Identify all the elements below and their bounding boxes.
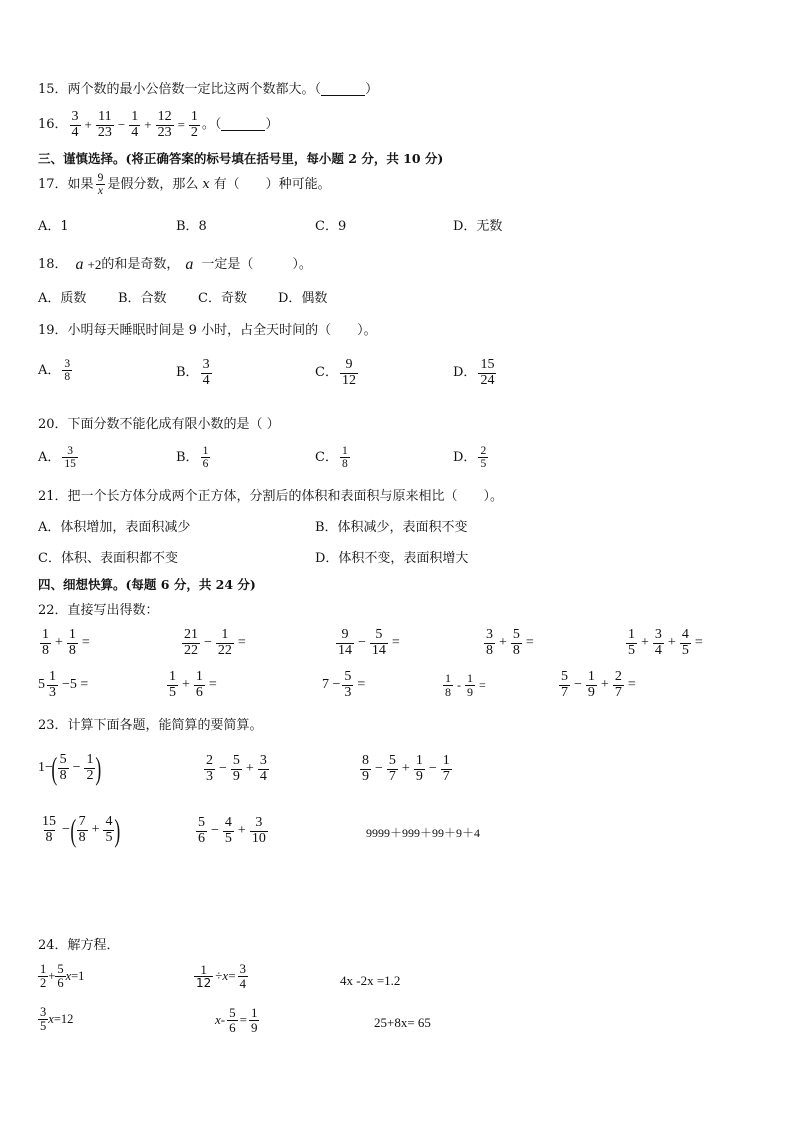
q17-option-d[interactable]: D．无数 [453, 219, 503, 234]
q18-option-b[interactable]: B．合数 [118, 291, 167, 306]
q22-expr-4: $\frac{3}{8}$ + $\frac{5}{8}$ = [486, 627, 534, 658]
q21-option-a[interactable]: A．体积增加，表面积减少 [38, 520, 191, 535]
q24-eq-5: x - $\frac{5}{6}$ = $\frac{1}{9}$ [215, 1005, 258, 1035]
fraction: $\frac{1}{2}$ [190, 109, 198, 140]
q23-expr-4: $\frac{15}{8}$ − ( $\frac{7}{8}$ + $\frac{4}{5}$ ) [42, 812, 121, 848]
q21-option-c[interactable]: C．体积、表面积都不变 [38, 551, 178, 566]
q22-expr-10: $\frac{5}{7}$ − $\frac{1}{9}$ + $\frac{2}{7}$ = [561, 669, 636, 700]
q17-option-a[interactable]: A．1 [38, 219, 69, 234]
q22-expr-7: $\frac{1}{5}$ + $\frac{1}{6}$ = [169, 669, 217, 700]
q20-option-d[interactable]: D． $\frac{2}{5}$ [453, 445, 487, 471]
q23-expr-5: $\frac{5}{6}$ − $\frac{4}{5}$ + $\frac{3}{10}$ [198, 815, 266, 846]
q22-expr-1: $\frac{1}{8}$ + $\frac{1}{8}$ = [42, 627, 90, 658]
q22-expr-8: 7 − $\frac{5}{3}$ = [322, 669, 366, 700]
q17-option-c[interactable]: C．9 [315, 219, 347, 234]
fraction: $\frac{3}{4}$ [71, 109, 79, 140]
answer-blank[interactable] [221, 119, 265, 131]
q17-option-b[interactable]: B．8 [176, 219, 207, 234]
question-18: 18． a +2 的和是奇数， a 一定是（ ）。 [38, 256, 312, 273]
q23-expr-2: $\frac{2}{3}$ − $\frac{5}{9}$ + $\frac{3}{4}$ [206, 753, 267, 784]
q23-expr-6: 9999＋999＋99＋9＋4 [366, 826, 481, 840]
q24-eq-6: 25+8x= 65 [374, 1015, 431, 1030]
q24-eq-4: $\frac{3}{5}$ x =12 [40, 1005, 74, 1034]
question-16: 16． $\frac{3}{4}$ + $\frac{11}{23}$ − $\frac{1}{4}$ + $\frac{12}{23}$ = $\frac{1}{2}$ 。（ ） [38, 109, 279, 140]
q22-expr-2: $\frac{21}{22}$ − $\frac{1}{22}$ = [184, 627, 246, 658]
q18-option-a[interactable]: A．质数 [38, 291, 87, 306]
section-4-heading: 四、细想快算。(每题 6 分，共 24 分) [38, 577, 256, 592]
q21-option-b[interactable]: B．体积减少，表面积不变 [315, 520, 468, 535]
question-20: 20． 下面分数不能化成有限小数的是（ ） [38, 417, 280, 432]
q24-eq-3: 4x -2x =1.2 [340, 973, 401, 988]
q24-eq-2: $\frac{1}{12}$ ÷ x = $\frac{3}{4}$ [196, 961, 247, 991]
q22-expr-5: $\frac{1}{5}$ + $\frac{3}{4}$ + $\frac{4}{5}$ = [628, 627, 703, 658]
q19-option-d[interactable]: D． $\frac{15}{24}$ [453, 357, 495, 388]
fraction: $\frac{11}{23}$ [97, 109, 112, 140]
q22-expr-9: $\frac{1}{8}$ - $\frac{1}{9}$ = [445, 671, 486, 699]
close-paren: ） [365, 82, 379, 97]
question-number: 15． [38, 82, 68, 97]
question-21: 21． 把一个长方体分成两个正方体，分割后的体积和表面积与原来相比（ ）。 [38, 489, 504, 504]
q20-option-b[interactable]: B． $\frac{1}{6}$ [176, 445, 209, 471]
q19-option-b[interactable]: B． $\frac{3}{4}$ [176, 357, 210, 388]
answer-blank[interactable] [321, 84, 365, 96]
q19-option-a[interactable]: A． $\frac{3}{8}$ [38, 358, 71, 384]
section-3-heading: 三、谨慎选择。(将正确答案的标号填在括号里，每小题 2 分，共 10 分) [38, 151, 444, 166]
question-22: 22． 直接写出得数： [38, 603, 159, 618]
q21-option-d[interactable]: D．体积不变，表面积增大 [315, 551, 469, 566]
fraction: $\frac{12}{23}$ [157, 109, 172, 140]
question-number: 16． [38, 117, 68, 133]
q23-expr-1: 1− ( $\frac{5}{8}$ − $\frac{1}{2}$ ) [38, 750, 102, 786]
question-17: 17． 如果 $\frac{9}{x}$ 是假分数，那么 x 有（ ）种可能。 [38, 172, 331, 198]
q22-expr-3: $\frac{9}{14}$ − $\frac{5}{14}$ = [338, 627, 400, 658]
question-15 [38, 82, 378, 98]
fraction: $\frac{9}{x}$ [97, 172, 104, 198]
question-23: 23． 计算下面各题，能简算的要简算。 [38, 718, 263, 733]
q18-option-c[interactable]: C．奇数 [198, 291, 247, 306]
question-text: 两个数的最小公倍数一定比这两个数都大。（ [67, 82, 322, 97]
q24-eq-1: $\frac{1}{2}$ + $\frac{5}{6}$ x =1 [40, 962, 85, 991]
q19-option-c[interactable]: C． $\frac{9}{12}$ [315, 357, 356, 388]
q18-option-d[interactable]: D．偶数 [278, 291, 328, 306]
q20-option-a[interactable]: A． $\frac{3}{15}$ [38, 445, 76, 471]
q22-expr-6: 5 $\frac{1}{3}$ −5 = [38, 669, 89, 700]
q20-option-c[interactable]: C． $\frac{1}{8}$ [315, 445, 348, 471]
fraction: $\frac{1}{4}$ [131, 109, 139, 140]
question-24: 24． 解方程． [38, 938, 120, 953]
question-19: 19． 小明每天睡眠时间是 9 小时，占全天时间的（ ）。 [38, 323, 377, 338]
q23-expr-3: $\frac{8}{9}$ − $\frac{5}{7}$ + $\frac{1}{9}$ − $\frac{1}{7}$ [362, 753, 450, 784]
